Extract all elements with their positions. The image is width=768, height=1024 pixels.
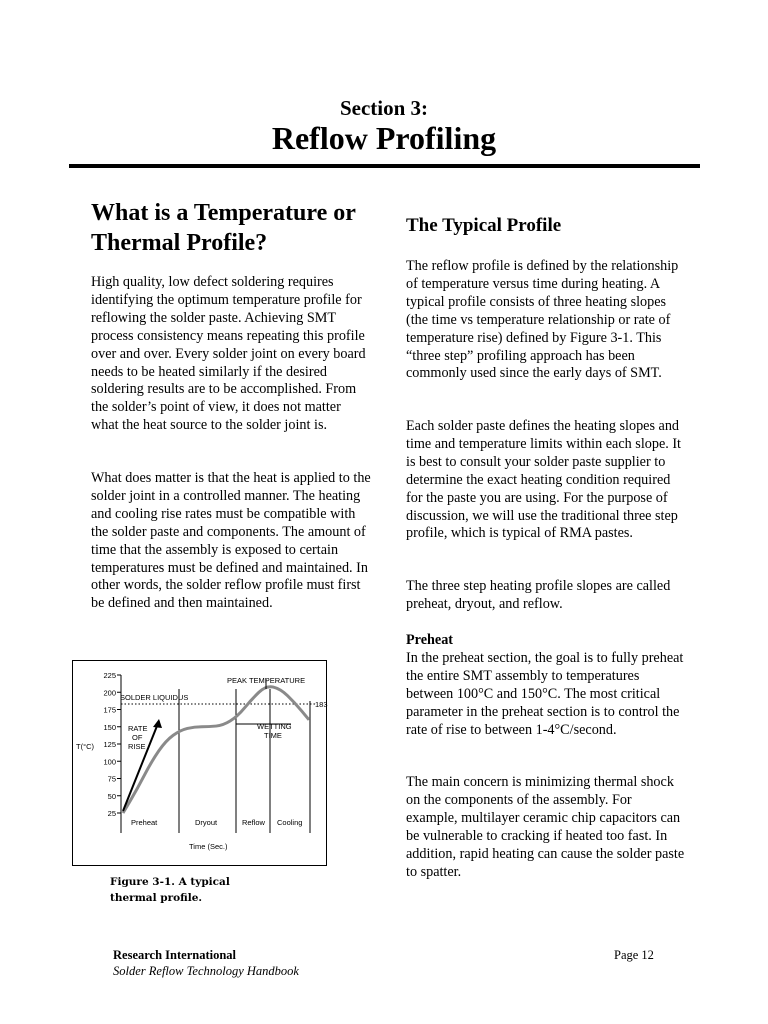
section-title: Reflow Profiling [271, 120, 497, 156]
wetting-label-1: WETTING [257, 722, 292, 731]
footer-page-number: Page 12 [614, 948, 654, 962]
left-heading: What is a Temperature or Thermal Profile? [91, 200, 356, 256]
wetting-label-2: TIME [264, 731, 282, 740]
figure-caption-line-2: thermal profile. [110, 892, 203, 904]
right-paragraph-3: The three step heating profile slopes are called preheat, dryout, and reflow. [406, 578, 671, 612]
peak-label: PEAK TEMPERATURE [227, 676, 306, 685]
footer-organization: Research International [113, 948, 237, 962]
figure-caption-line-1: Figure 3-1. A typical [110, 876, 230, 888]
preheat-paragraph-2: The main concern is minimizing thermal shock on the components of the assembly. For example, multilayer ceramic chip capacitors can be vulnerable to cracking if heated too fast. In addition, rapid heating can cause the solder paste to spatter. [406, 774, 685, 880]
zone-reflow: Reflow [242, 818, 265, 827]
rate-label-3: RISE [128, 742, 146, 751]
thermal-profile-figure [72, 660, 327, 866]
preheat-heading: Preheat [406, 632, 454, 648]
figure-caption [110, 874, 300, 906]
thermal-profile-chart [73, 661, 328, 867]
liquidus-label: SOLDER LIQUIDUS [120, 693, 189, 702]
rate-label-2: OF [132, 733, 143, 742]
y-tick-label: 125 [103, 740, 116, 749]
y-tick-label: 25 [107, 809, 116, 818]
zone-preheat: Preheat [131, 818, 158, 827]
right-heading: The Typical Profile [406, 215, 562, 236]
section-number: Section 3: [339, 96, 429, 120]
y-tick-label: 225 [103, 671, 116, 680]
rate-label-1: RATE [128, 724, 148, 733]
preheat-paragraph-1: In the preheat section, the goal is to fully preheat the entire SMT assembly to temperatures between 100°C and 150°C. The most critical parameter in the preheat section is to control the rate of rise to between 1-4°C/second. [406, 650, 684, 738]
liquidus-value: 183 [315, 700, 328, 709]
rate-of-rise-arrowhead [153, 719, 162, 728]
profile-curve [123, 687, 309, 813]
right-paragraph-1: The reflow profile is defined by the relationship of temperature versus time during heating. A typical profile consists of three heating slopes (the time vs temperature relationship or rate of temperature rise) defined by Figure 3-1. This “three step” profiling approach has been commonly used since the early days of SMT. [406, 258, 679, 382]
y-tick-label: 75 [107, 774, 116, 784]
y-tick-label: 50 [107, 791, 116, 801]
y-axis-label: T(°C) [76, 742, 94, 751]
x-axis-label: Time (Sec.) [189, 842, 228, 851]
right-paragraph-2: Each solder paste defines the heating slopes and time and temperature limits within each slope. It is best to consult your solder paste supplier to determine the exact heating condition required for the paste you are using. For the purpose of discussion, we will use the traditional three step profile, which is typical of RMA pastes. [406, 418, 682, 542]
zone-dryout: Dryout [195, 818, 218, 827]
y-tick-label: 150 [103, 722, 116, 732]
left-paragraph-1: High quality, low defect soldering requires identifying the optimum temperature profile for reflowing the solder paste. Achieving SMT process consistency means repeating this profile over and over. Every solder joint on every board needs to be heated similarly if the desired soldering results are to be accomplished. From the solder’s point of view, it does not matter what the heat source to the solder joint is. [91, 274, 366, 434]
y-tick-label: 100 [103, 757, 116, 767]
title-rule [69, 164, 700, 168]
zone-cooling: Cooling [277, 818, 303, 827]
left-paragraph-2: What does matter is that the heat is applied to the solder joint in a controlled manner. The heating and cooling rise rates must be compatible with the solder paste and components. The amount of time that the assembly is exposed to certain temperatures must be defined and maintained. In other words, the solder reflow profile must first be defined and then maintained. [91, 470, 371, 612]
footer-book-title: Solder Reflow Technology Handbook [113, 964, 299, 978]
y-tick-label: 200 [103, 688, 116, 698]
y-ticks [103, 671, 121, 818]
y-tick-label: 175 [103, 705, 116, 715]
